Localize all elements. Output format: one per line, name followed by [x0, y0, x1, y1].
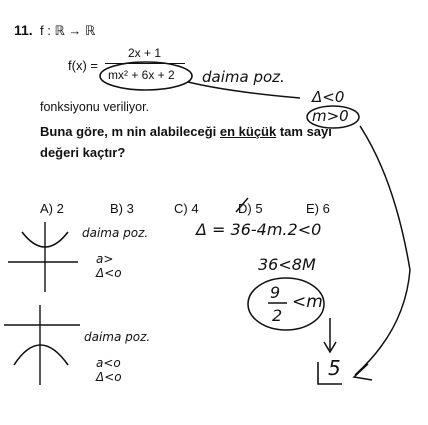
hw-upper-delta: Δ<o	[96, 266, 122, 280]
function-mapping: f : ℝ → ℝ	[40, 23, 96, 38]
hw-denom-note: daima poz.	[202, 68, 285, 86]
option-b[interactable]: B) 3	[110, 201, 134, 216]
hw-frac-den: 2	[272, 306, 283, 325]
option-d-check	[236, 198, 248, 212]
question-text-line2-before: Buna göre, m nin alabileceği	[40, 124, 220, 139]
hw-upper-a: a>	[96, 252, 114, 266]
option-c[interactable]: C) 4	[174, 201, 199, 216]
denominator-circle	[100, 62, 192, 90]
question-text-underlined: en küçük	[219, 124, 277, 139]
fraction-numerator: 2x + 1	[128, 46, 162, 60]
option-d[interactable]: D) 5	[238, 201, 263, 216]
question-text-line1: fonksiyonu veriliyor.	[40, 100, 150, 114]
hw-lower-delta: Δ<o	[96, 370, 122, 384]
hw-discriminant: Δ = 36-4m.2<0	[196, 220, 322, 239]
hw-delta-cond: Δ<0	[312, 88, 345, 106]
hw-frac-rel: <m	[292, 292, 323, 312]
hw-result: 5	[328, 356, 341, 380]
hw-frac-num: 9	[270, 283, 281, 302]
fraction-denominator: mx² + 6x + 2	[108, 68, 175, 82]
option-e[interactable]: E) 6	[306, 201, 330, 216]
long-arrow	[355, 126, 410, 375]
question-text-line3: değeri kaçtır?	[40, 145, 126, 160]
hw-lower-note: daima poz.	[84, 330, 151, 344]
function-label: f(x) =	[68, 58, 98, 73]
option-a[interactable]: A) 2	[40, 201, 64, 216]
hw-step2: 36<8M	[258, 255, 316, 274]
hw-lower-a: a<o	[96, 356, 121, 370]
hw-m-cond: m>0	[312, 107, 349, 125]
hw-upper-note: daima poz.	[82, 226, 149, 240]
question-text-line2-after: tam sayı	[276, 124, 332, 139]
lower-parabola	[14, 345, 68, 365]
question-number: 11.	[14, 22, 33, 38]
